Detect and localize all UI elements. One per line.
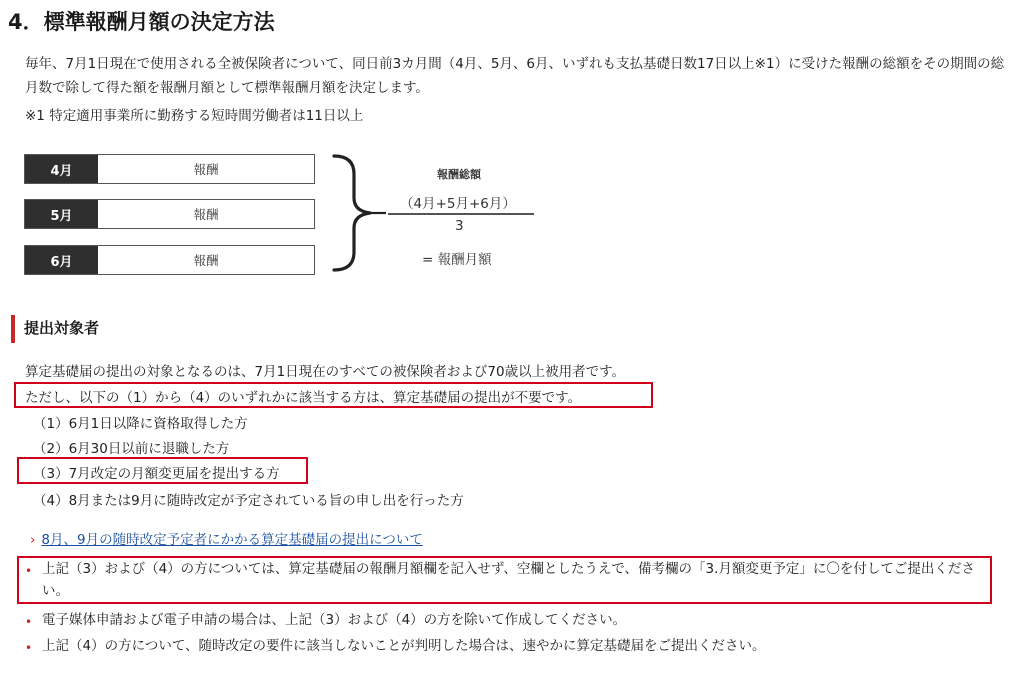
formula-numerator: （4月+5月+6月） — [400, 196, 516, 212]
exception-text: ただし、以下の（1）から（4）のいずれかに該当する方は、算定基礎届の提出が不要です。 — [25, 390, 582, 406]
diagram-row-april — [24, 154, 315, 184]
list-item: （1）6月1日以降に資格取得した方 — [33, 416, 248, 432]
month-cell: 5月 — [25, 200, 98, 228]
chevron-right-icon: › — [30, 532, 36, 548]
section-accent-bar — [11, 315, 15, 343]
diagram-row-may — [24, 199, 315, 229]
bullet-dot-icon: • — [25, 564, 33, 578]
bullet-item: 上記（3）および（4）の方については、算定基礎届の報酬月額欄を記入せず、空欄としたうえで、備考欄の「3.月額変更予定」に〇を付してご提出ください。 — [42, 561, 975, 599]
bullet-dot-icon: • — [25, 641, 33, 655]
page-title: 4．標準報酬月額の決定方法 — [8, 10, 275, 34]
bullet-item: 電子媒体申請および電子申請の場合は、上記（3）および（4）の方を除いて作成してください。 — [42, 612, 627, 628]
related-link[interactable] — [30, 528, 423, 548]
formula-denominator: 3 — [455, 218, 464, 234]
brace-icon — [328, 150, 388, 278]
intro-paragraph: 毎年、7月1日現在で使用される全被保険者について、同日前3カ月間（4月、5月、6月、いずれも支払基礎日数17日以上※1）に受けた報酬の総額をその期間の総月数で除して得た額を報酬月額として標準報酬月額を決定します。 — [25, 56, 1005, 96]
remuneration-cell: 報酬 — [193, 162, 219, 177]
bullet-item: 上記（4）の方について、随時改定の要件に該当しないことが判明した場合は、速やかに算定基礎届をご提出ください。 — [42, 638, 766, 654]
fraction-bar — [388, 213, 534, 215]
month-cell: 6月 — [25, 246, 98, 274]
formula-title: 報酬総額 — [437, 168, 481, 181]
link-text[interactable]: 8月、9月の随時改定予定者にかかる算定基礎届の提出について — [41, 532, 423, 548]
list-item: （2）6月30日以前に退職した方 — [33, 441, 230, 457]
list-item: （3）7月改定の月額変更届を提出する方 — [33, 466, 280, 482]
footnote: ※1 特定適用事業所に勤務する短時間労働者は11日以上 — [25, 108, 364, 124]
formula-result: = 報酬月額 — [422, 252, 492, 268]
section-description: 算定基礎届の提出の対象となるのは、7月1日現在のすべての被保険者および70歳以上被用者です。 — [25, 364, 626, 380]
list-item: （4）8月または9月に随時改定が予定されている旨の申し出を行った方 — [33, 493, 464, 509]
diagram-row-june — [24, 245, 315, 275]
section-title: 提出対象者 — [24, 319, 100, 337]
remuneration-cell: 報酬 — [193, 207, 219, 222]
bullet-dot-icon: • — [25, 615, 33, 629]
remuneration-cell: 報酬 — [193, 253, 219, 268]
month-cell: 4月 — [25, 155, 98, 183]
